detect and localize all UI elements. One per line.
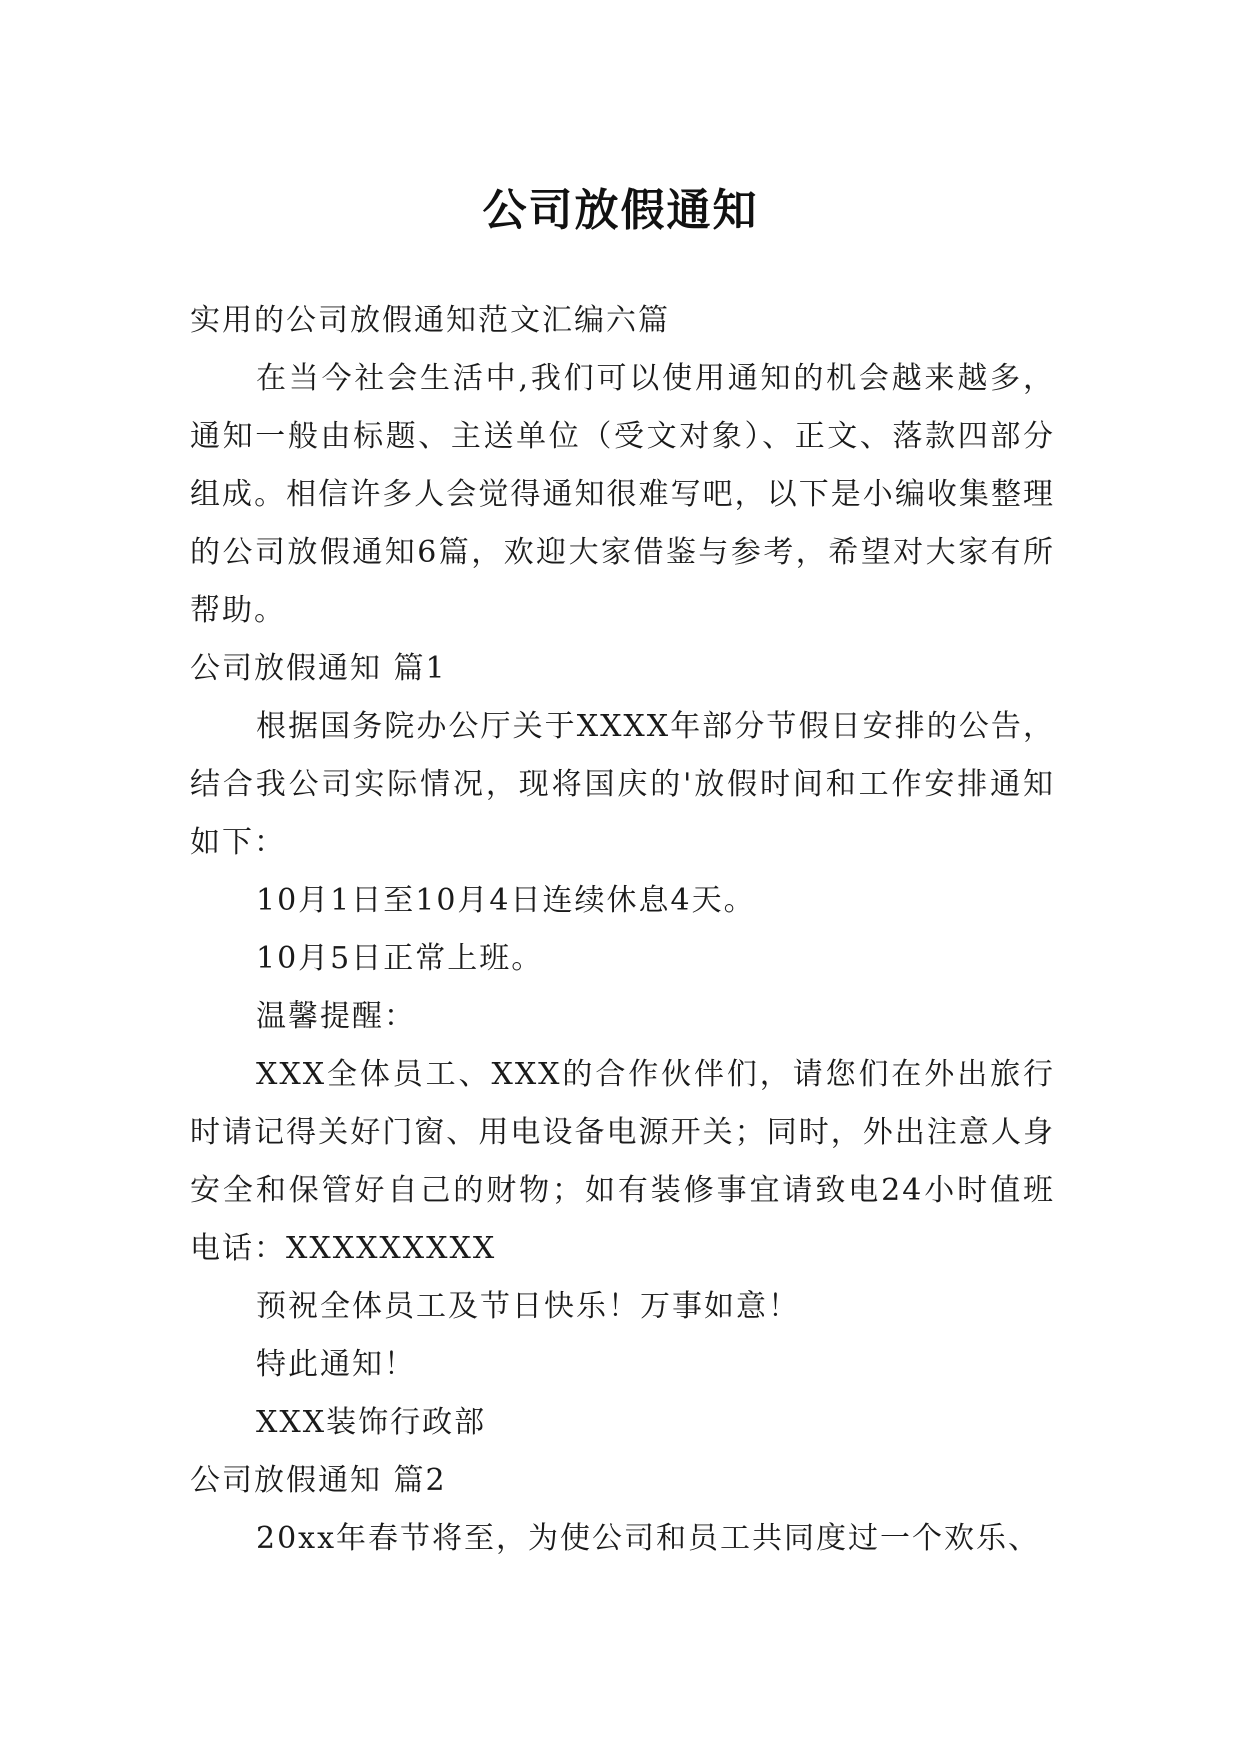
intro-paragraph: 在当今社会生活中,我们可以使用通知的机会越来越多，通知一般由标题、主送单位（受文对象）、正文、落款四部分组成。相信许多人会觉得通知很难写吧，以下是小编收集整理的公司放假通知6篇，欢迎大家借鉴与参考，希望对大家有所帮助。: [190, 361, 1055, 628]
document-title: 公司放假通知: [482, 185, 759, 237]
paragraph: 20xx年春节将至，为使公司和员工共同度过一个欢乐、: [256, 1521, 1041, 1556]
subtitle-line: 实用的公司放假通知范文汇编六篇: [190, 303, 670, 338]
signature-line: XXX装饰行政部: [256, 1405, 487, 1440]
paragraph: 特此通知！: [256, 1347, 416, 1382]
section-heading-1: 公司放假通知 篇1: [190, 651, 447, 686]
section-heading-2: 公司放假通知 篇2: [190, 1463, 447, 1498]
paragraph: 10月1日至10月4日连续休息4天。: [256, 883, 756, 918]
paragraph: 根据国务院办公厅关于XXXX年部分节假日安排的公告，结合我公司实际情况，现将国庆的'放假时间和工作安排通知如下：: [190, 709, 1055, 860]
paragraph: 10月5日正常上班。: [256, 941, 544, 976]
document-body: [190, 292, 1055, 1568]
paragraph: XXX全体员工、XXX的合作伙伴们，请您们在外出旅行时请记得关好门窗、用电设备电源开关；同时，外出注意人身安全和保管好自己的财物；如有装修事宜请致电24小时值班电话：XXXXXXXXX: [190, 1057, 1055, 1266]
paragraph: 温馨提醒：: [256, 999, 416, 1034]
paragraph: 预祝全体员工及节日快乐！万事如意！: [256, 1289, 800, 1324]
